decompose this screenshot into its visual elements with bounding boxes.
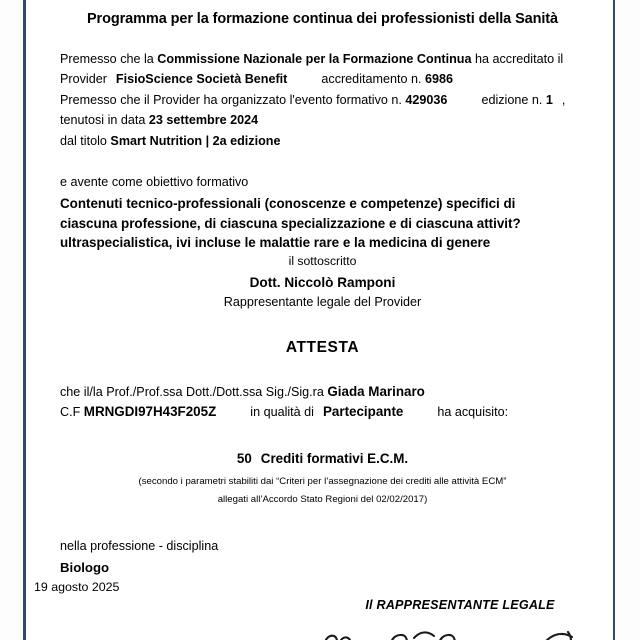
edition-comma: , bbox=[561, 92, 566, 107]
participant-name: Giada Marinaro bbox=[327, 383, 425, 399]
credits-label: Crediti formativi E.C.M. bbox=[260, 450, 409, 466]
cf-value: MRNGDI97H43F205Z bbox=[83, 404, 217, 420]
profession-value: Biologo bbox=[60, 559, 110, 575]
objective-intro: e avente come obiettivo formativo bbox=[60, 175, 249, 190]
attestation-heading: ATTESTA bbox=[285, 338, 360, 356]
held-date: 23 settembre 2024 bbox=[148, 113, 259, 128]
participant-titles-prefix: che il/la Prof./Prof.ssa Dott./Dott.ssa Sig./Sig.ra bbox=[60, 384, 324, 399]
objective-line-2: ciascuna professione, di ciascuna specializzazione e di ciascuna attivit? bbox=[60, 215, 521, 231]
acquired-label: ha acquisito: bbox=[437, 405, 509, 420]
credits-note-line-2: allegati all’Accordo Stato Regioni del 02/02/2017) bbox=[217, 493, 428, 505]
premise-block bbox=[60, 49, 585, 151]
accreditation-label: accreditamento n. bbox=[321, 72, 422, 87]
subscriber-intro: il sottoscritto bbox=[288, 253, 357, 268]
premise-line1-suffix: ha accreditato il bbox=[471, 52, 564, 66]
premise-line-title bbox=[60, 131, 585, 151]
objective-line-3: ultraspecialistica, ivi incluse le malattie rare e la medicina di genere bbox=[60, 235, 491, 251]
premise-line-date bbox=[60, 110, 585, 130]
credits-note bbox=[60, 473, 585, 509]
profession-block bbox=[60, 536, 585, 578]
accreditation-number: 6986 bbox=[425, 72, 454, 87]
subscriber-block bbox=[60, 254, 585, 309]
provider-name: FisioScience Società Benefit bbox=[115, 72, 288, 87]
premise-line3-prefix: Premesso che il Provider ha organizzato l'evento formativo n. bbox=[60, 92, 402, 107]
subscriber-role: Rappresentante legale del Provider bbox=[223, 294, 422, 309]
event-title: Smart Nutrition | 2a edizione bbox=[110, 133, 281, 148]
credits-line bbox=[60, 451, 585, 466]
cf-label: C.F bbox=[60, 405, 81, 420]
certificate-content bbox=[60, 0, 585, 578]
premise-line1-prefix: Premesso che la bbox=[60, 52, 158, 66]
issue-date: 19 agosto 2025 bbox=[34, 580, 120, 594]
held-label: tenutosi in data bbox=[60, 113, 146, 128]
handwritten-signature-icon bbox=[310, 614, 610, 640]
commission-name: Commissione Nazionale per la Formazione Continua bbox=[157, 52, 472, 66]
signature-caption: Il RAPPRESENTANTE LEGALE bbox=[365, 598, 555, 612]
subscriber-name: Dott. Niccolò Ramponi bbox=[249, 274, 396, 290]
premise-line-event bbox=[60, 90, 585, 110]
quality-label: in qualità di bbox=[250, 405, 314, 420]
credits-note-line-1: (secondo i parametri stabiliti dai “Criteri per l’assegnazione dei crediti alle attività ECM” bbox=[138, 475, 507, 487]
event-title-label: dal titolo bbox=[60, 133, 107, 148]
provider-label: Provider bbox=[60, 72, 107, 87]
profession-label: nella professione - disciplina bbox=[60, 538, 219, 553]
certificate-sheet bbox=[26, 0, 613, 640]
quality-value: Partecipante bbox=[322, 404, 404, 420]
premise-line-commission bbox=[60, 49, 585, 69]
participant-name-line bbox=[60, 382, 585, 403]
objective-line-1: Contenuti tecnico-professionali (conoscenze e competenze) specifici di bbox=[60, 196, 516, 212]
credits-amount: 50 bbox=[236, 450, 252, 466]
participant-block bbox=[60, 382, 585, 423]
premise-line-provider bbox=[60, 69, 585, 89]
page-title: Programma per la formazione continua dei professionisti della Sanità bbox=[86, 11, 558, 27]
participant-cf-line bbox=[60, 402, 585, 423]
objective-body bbox=[60, 194, 585, 253]
edition-label: edizione n. bbox=[481, 92, 543, 107]
event-number: 429036 bbox=[405, 92, 448, 107]
signature-block bbox=[310, 598, 610, 640]
edition-number: 1 bbox=[545, 92, 553, 107]
